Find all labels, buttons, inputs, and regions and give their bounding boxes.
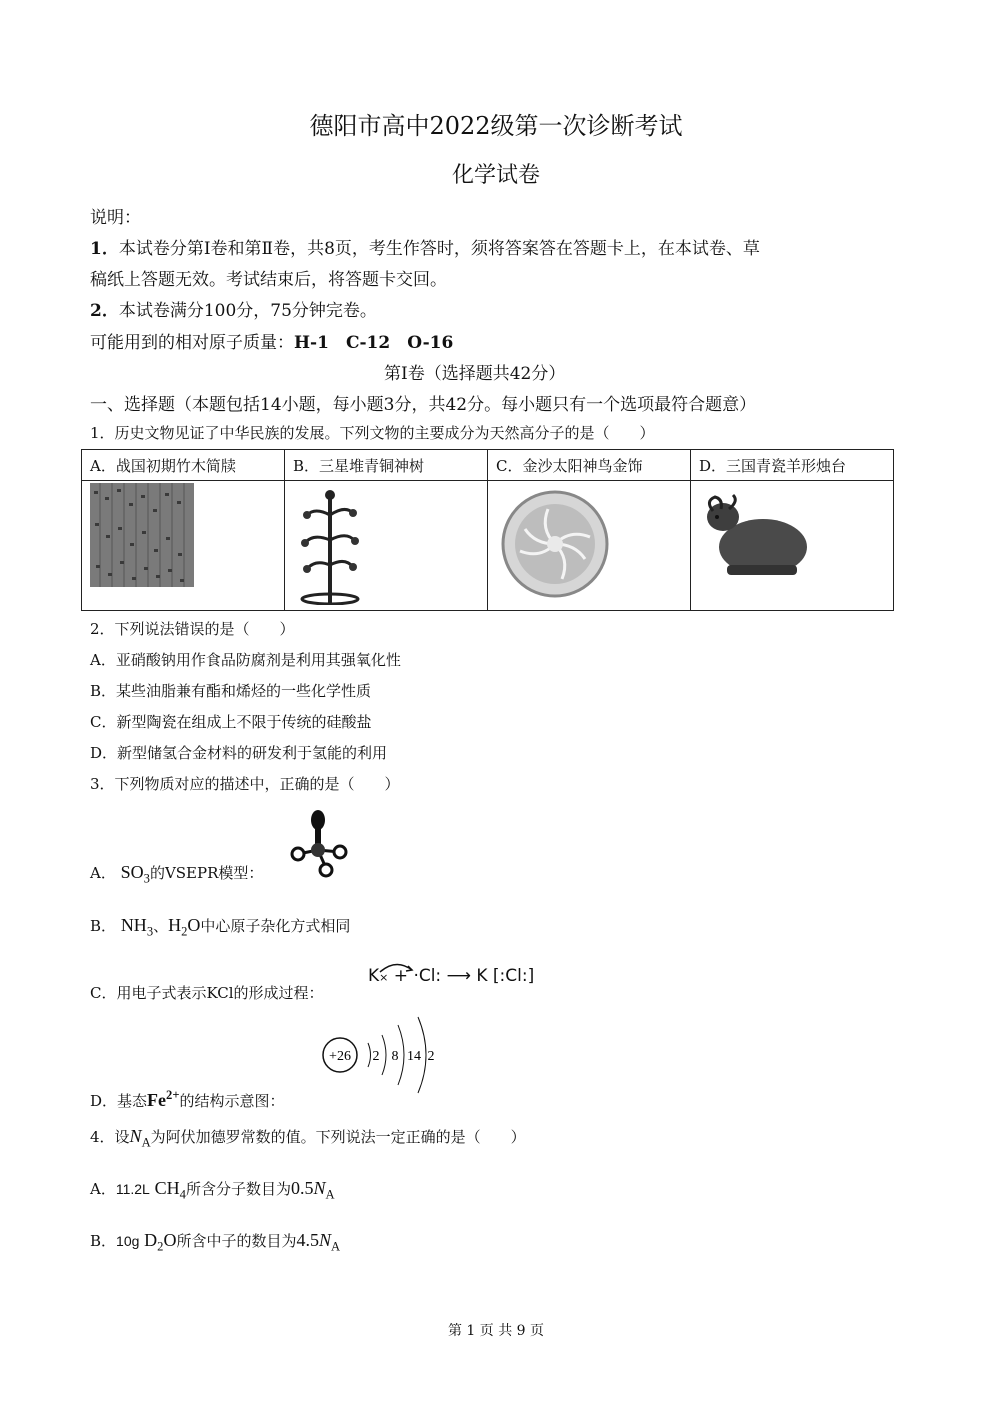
q2-option-d: D．新型储氢合金材料的研发利于氢能的利用 <box>90 744 388 762</box>
q3-option-a <box>90 862 263 887</box>
d2o-subscript: 2 <box>157 1239 164 1254</box>
q4-option-a <box>90 1178 335 1203</box>
kcl-k-atom: K <box>368 966 380 986</box>
ch4-symbol: CH <box>154 1178 180 1198</box>
instruction-item-1 <box>90 234 760 259</box>
d2o-o: O <box>163 1230 177 1250</box>
fe-shell-2: 8 <box>391 1049 399 1064</box>
q4-option-b <box>90 1230 340 1255</box>
h2o-formula <box>168 915 201 939</box>
kcl-k-ion: K <box>476 966 488 986</box>
q2-option-c: C．新型陶瓷在组成上不限于传统的硅酸盐 <box>90 713 372 731</box>
fe-shell-4: 2 <box>427 1049 435 1064</box>
kcl-cl-ion: [:Cl:] <box>492 966 535 986</box>
electron-transfer-arrow-icon <box>376 960 416 974</box>
fe2-structure-diagram <box>318 1015 448 1095</box>
q1-option-b-label: B．三星堆青铜神树 <box>285 450 488 481</box>
nh3-formula <box>120 915 154 939</box>
fe-symbol: Fe <box>147 1090 167 1110</box>
fe-charge: 2+ <box>166 1088 180 1102</box>
q1-option-c-label: C．金沙太阳神鸟金饰 <box>488 450 691 481</box>
q3-option-a-prefix: A． <box>90 864 116 882</box>
q1-options-table <box>81 449 894 611</box>
atomic-mass-label: 可能用到的相对原子质量： <box>90 333 294 353</box>
instruction-2-number: 2． <box>90 301 119 321</box>
q4-option-b-n: N <box>318 1230 331 1250</box>
instruction-item-2 <box>90 296 377 321</box>
so3-subscript: 3 <box>143 871 150 886</box>
instruction-1-line1: 本试卷分第Ⅰ卷和第Ⅱ卷，共8页，考生作答时，须将答案答在答题卡上，在本试卷、草 <box>118 239 760 259</box>
nh3-subscript: 3 <box>146 924 154 939</box>
instruction-1-line2: 稿纸上答题无效。考试结束后，将答题卡交回。 <box>90 270 447 290</box>
q2-option-b: B．某些油脂兼有酯和烯烃的一些化学性质 <box>90 682 372 700</box>
part1-heading: 第Ⅰ卷（选择题共42分） <box>384 364 566 384</box>
fe-ion-formula <box>147 1090 179 1110</box>
h2o-h: H <box>168 915 182 935</box>
d2o-formula <box>144 1230 177 1254</box>
q4-stem <box>90 1126 526 1151</box>
q1-stem: 1．历史文物见证了中华民族的发展。下列文物的主要成分为天然高分子的是（ ） <box>90 424 655 442</box>
q4-stem-prefix: 4．设 <box>90 1128 130 1146</box>
page-footer: 第 1 页 共 9 页 <box>447 1323 545 1339</box>
q4-option-a-prefix: A． <box>90 1180 116 1198</box>
q4-option-b-text: 所含中子的数目为 <box>176 1232 297 1250</box>
q1-option-a-label: A．战国初期竹木简牍 <box>82 450 285 481</box>
kcl-plus-sign: + <box>393 966 409 986</box>
q4-stem-text: 为阿伏加德罗常数的值。下列说法一定正确的是（ ） <box>150 1128 526 1146</box>
section-heading: 一、选择题（本题包括14小题，每小题3分，共42分。每小题只有一个选项最符合题意） <box>90 395 757 415</box>
q4-option-a-n-subscript: A <box>325 1187 335 1202</box>
d2o-d: D <box>144 1230 158 1250</box>
q4-option-b-avogadro <box>318 1230 341 1254</box>
instruction-2-text: 本试卷满分100分，75分钟完卷。 <box>118 301 377 321</box>
exam-title: 德阳市高中2022级第一次诊断考试 <box>309 112 683 140</box>
instructions-heading: 说明： <box>90 208 141 228</box>
kcl-reaction-arrow: ⟶ <box>446 966 471 986</box>
bronze-tree-image <box>295 485 365 605</box>
instruction-1-number: 1． <box>90 239 119 259</box>
kcl-formation-diagram: K× + ·Cl: ⟶ K [:Cl:] <box>368 966 534 986</box>
ch4-formula <box>154 1178 186 1202</box>
q3-option-a-text: 的VSEPR模型： <box>149 864 264 882</box>
sun-bird-gold-image <box>500 489 610 599</box>
q3-option-b-separator: 、 <box>153 917 169 935</box>
fe-shell-1: 2 <box>372 1049 380 1064</box>
h2o-subscript: 2 <box>181 924 188 939</box>
q4-option-b-value: 4.5 <box>296 1230 319 1250</box>
q4-option-a-avogadro <box>313 1178 335 1202</box>
q4-option-a-text: 所含分子数目为 <box>185 1180 291 1198</box>
q3-option-b-text: 中心原子杂化方式相同 <box>200 917 351 935</box>
so3-vsepr-model-image <box>290 810 354 880</box>
q1-option-d-image-cell <box>691 481 894 611</box>
exam-subtitle: 化学试卷 <box>451 163 540 188</box>
q4-option-b-n-subscript: A <box>331 1239 341 1254</box>
q3-option-d-text: 的结构示意图： <box>179 1092 285 1110</box>
avogadro-symbol <box>129 1126 151 1150</box>
bamboo-slips-image <box>90 483 194 587</box>
q3-option-b <box>90 915 350 940</box>
q1-option-a-image-cell <box>82 481 285 611</box>
h2o-o: O <box>187 915 201 935</box>
q1-option-d-label: D．三国青瓷羊形烛台 <box>691 450 894 481</box>
q3-option-c-text: C．用电子式表示KCl的形成过程： <box>90 984 324 1002</box>
q3-option-b-prefix: B． <box>90 917 117 935</box>
q1-option-c-image-cell <box>488 481 691 611</box>
so3-formula <box>120 862 150 886</box>
atomic-mass-values: H-1 C-12 O-16 <box>294 333 454 353</box>
q3-option-d-prefix: D．基态 <box>90 1092 148 1110</box>
atomic-mass-line <box>90 328 453 353</box>
avogadro-subscript: A <box>141 1135 151 1150</box>
q2-stem: 2．下列说法错误的是（ ） <box>90 620 295 638</box>
fe-nucleus-label: +26 <box>329 1049 351 1064</box>
q2-option-a: A．亚硝酸钠用作食品防腐剂是利用其强氧化性 <box>90 651 401 669</box>
q4-option-b-quantity: 10g <box>116 1233 140 1249</box>
nh3-symbol: NH <box>120 915 147 935</box>
q4-option-a-value: 0.5 <box>290 1178 314 1198</box>
q3-stem: 3．下列物质对应的描述中，正确的是（ ） <box>90 775 400 793</box>
q4-option-a-n: N <box>313 1178 326 1198</box>
avogadro-n: N <box>129 1126 142 1146</box>
so3-symbol: SO <box>120 862 144 882</box>
celadon-sheep-image <box>699 487 811 583</box>
ch4-subscript: 4 <box>179 1187 186 1202</box>
fe-shell-3: 14 <box>407 1049 421 1064</box>
q1-option-b-image-cell <box>285 481 488 611</box>
q4-option-b-prefix: B． <box>90 1232 117 1250</box>
q3-option-d <box>90 1088 285 1111</box>
kcl-cl-atom: ·Cl: <box>413 966 442 986</box>
q4-option-a-quantity: 11.2L <box>115 1181 150 1197</box>
